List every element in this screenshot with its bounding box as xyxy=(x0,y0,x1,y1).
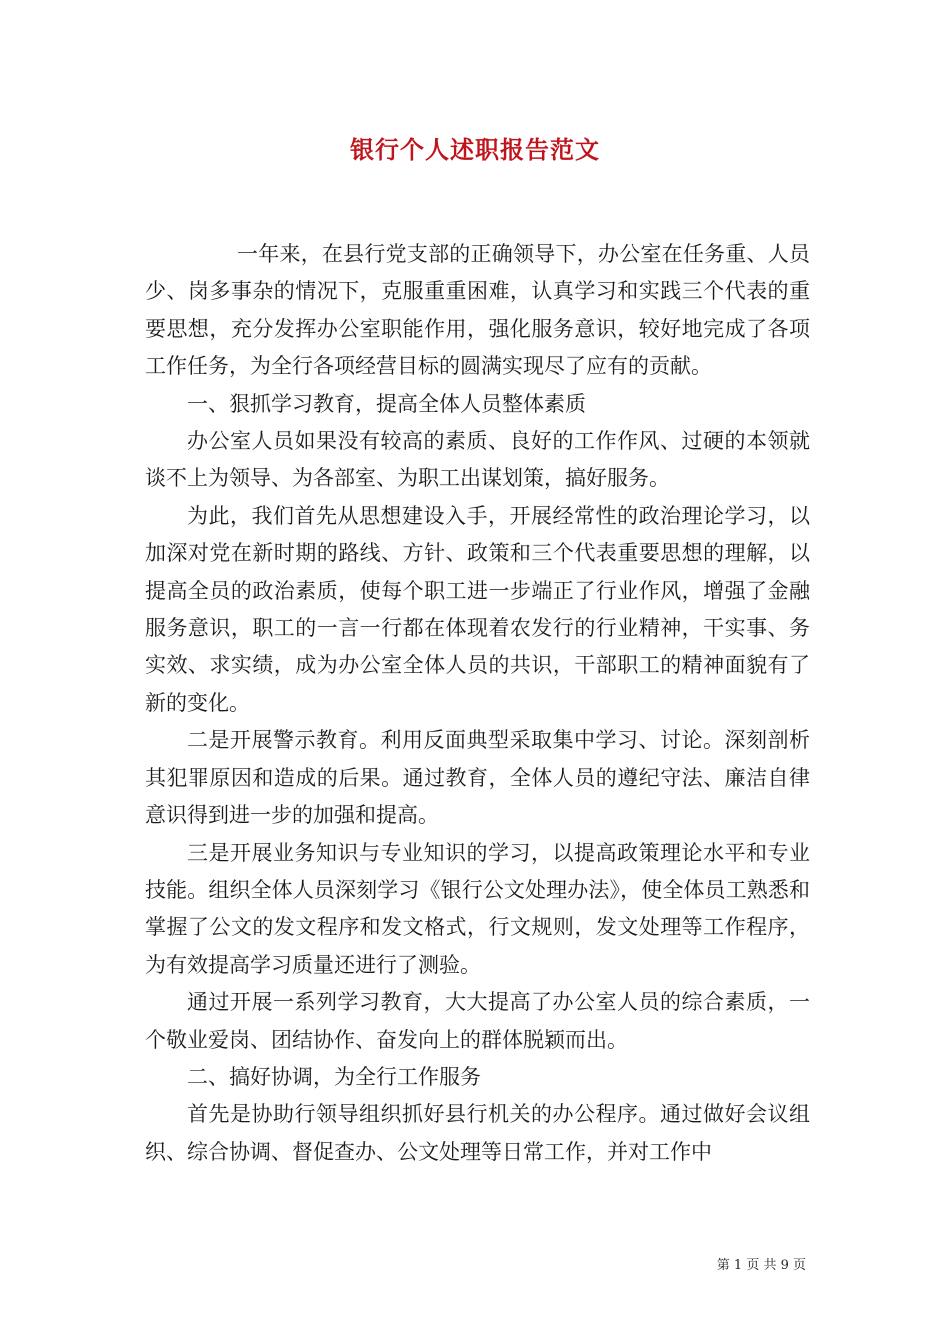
paragraph: 为此，我们首先从思想建设入手，开展经常性的政治理论学习，以加深对党在新时期的路线、方针、政策和三个代表重要思想的理解，以提高全员的政治素质，使每个职工进一步端正了行业作风，增强了金融服务意识，职工的一言一行都在体现着农发行的行业精神，干实事、务实效、求实绩，成为办公室全体人员的共识，干部职工的精神面貌有了新的变化。 xyxy=(145,503,810,715)
section-heading: 二、搞好协调，为全行工作服务 xyxy=(187,1064,481,1089)
paragraph: 办公室人员如果没有较高的素质、良好的工作作风、过硬的本领就谈不上为领导、为各部室、为职工出谋划策，搞好服务。 xyxy=(145,429,810,491)
paragraph: 二是开展警示教育。利用反面典型采取集中学习、讨论。深刻剖析其犯罪原因和造成的后果。通过教育，全体人员的遵纪守法、廉洁自律意识得到进一步的加强和提高。 xyxy=(145,728,810,828)
paragraph: 通过开展一系列学习教育，大大提高了办公室人员的综合素质，一个敬业爱岗、团结协作、奋发向上的群体脱颖而出。 xyxy=(145,990,810,1052)
paragraph: 一年来，在县行党支部的正确领导下，办公室在任务重、人员少、岗多事杂的情况下，克服重重困难，认真学习和实践三个代表的重要思想，充分发挥办公室职能作用，强化服务意识，较好地完成了各项工作任务，为全行各项经营目标的圆满实现尽了应有的贡献。 xyxy=(145,242,810,379)
document-title: 银行个人述职报告范文 xyxy=(350,135,600,164)
paragraph: 三是开展业务知识与专业知识的学习，以提高政策理论水平和专业技能。组织全体人员深刻学习《银行公文处理办法》，使全体员工熟悉和掌握了公文的发文程序和发文格式，行文规则，发文处理等工作程序，为有效提高学习质量还进行了测验。 xyxy=(145,840,810,977)
page-number-footer: 第 1 页 共 9 页 xyxy=(716,1258,806,1273)
document-body xyxy=(145,236,810,1171)
section-heading: 一、狠抓学习教育，提高全体人员整体素质 xyxy=(187,391,586,416)
paragraph: 首先是协助行领导组织抓好县行机关的办公程序。通过做好会议组织、综合协调、督促查办、公文处理等日常工作，并对工作中 xyxy=(145,1102,810,1164)
